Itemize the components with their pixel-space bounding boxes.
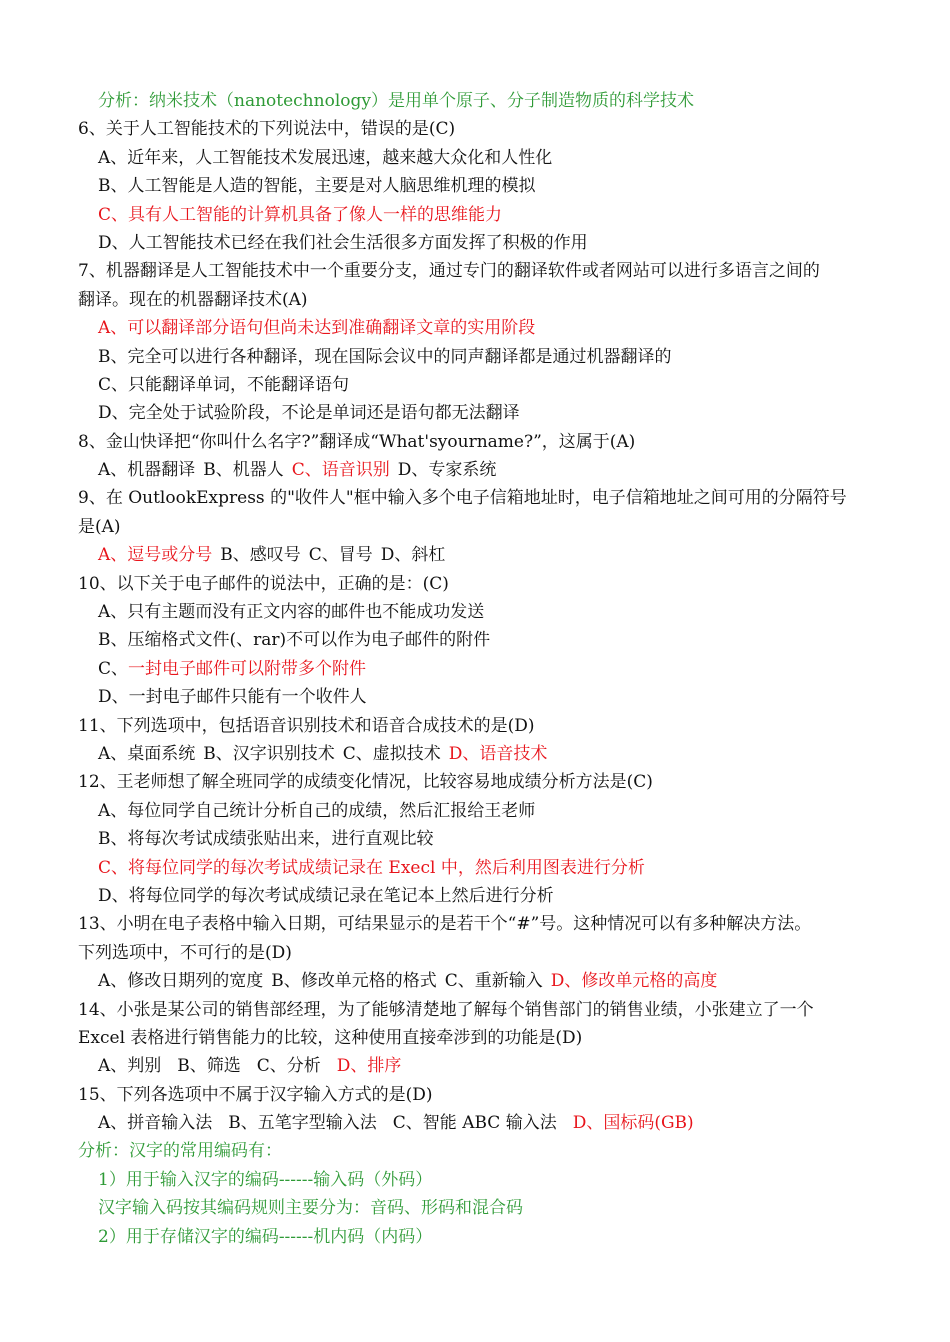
option-13d-answer: D、修改单元格的高度 bbox=[550, 971, 718, 992]
option-9b: B、感叹号 bbox=[220, 545, 301, 566]
option-15d-answer: D、国标码(GB) bbox=[572, 1113, 694, 1134]
option-8a-answer: A、机器翻译 bbox=[98, 460, 196, 481]
question-10: 10、以下关于电子邮件的说法中，正确的是：(C) bbox=[78, 573, 449, 594]
options-14 bbox=[78, 1052, 878, 1080]
option-6d: D、人工智能技术已经在我们社会生活很多方面发挥了积极的作用 bbox=[98, 232, 588, 253]
question-13-line1: 13、小明在电子表格中输入日期，可结果显示的是若干个“#”号。这种情况可以有多种解决方法。 bbox=[78, 914, 812, 935]
options-9 bbox=[78, 541, 878, 569]
analysis-q15-item1: 1）用于输入汉字的编码------输入码（外码） bbox=[98, 1169, 433, 1190]
analysis-q15-title: 分析：汉字的常用编码有： bbox=[78, 1141, 282, 1162]
option-8b: B、机器人 bbox=[203, 460, 284, 481]
option-9a-answer: A、逗号或分号 bbox=[98, 545, 213, 566]
option-6a: A、近年来，人工智能技术发展迅速，越来越大众化和人性化 bbox=[98, 147, 553, 168]
question-6: 6、关于人工智能技术的下列说法中，错误的是(C) bbox=[78, 119, 456, 140]
option-7d: D、完全处于试验阶段，不论是单词还是语句都无法翻译 bbox=[98, 403, 520, 424]
option-12b: B、将每次考试成绩张贴出来，进行直观比较 bbox=[98, 829, 434, 850]
option-14c: C、分析 bbox=[256, 1056, 321, 1077]
question-list bbox=[78, 87, 878, 1251]
option-11d-answer: D、语音技术 bbox=[448, 743, 548, 764]
option-11c: C、虚拟技术 bbox=[342, 743, 441, 764]
option-15b: B、五笔字型输入法 bbox=[228, 1113, 377, 1134]
question-7-line2: 翻译。现在的机器翻译技术(A) bbox=[78, 289, 308, 310]
option-14a: A、判别 bbox=[98, 1056, 162, 1077]
option-11b: B、汉字识别技术 bbox=[203, 743, 335, 764]
options-8 bbox=[78, 456, 878, 484]
analysis-q15-note: 汉字输入码按其编码规则主要分为：音码、形码和混合码 bbox=[98, 1198, 523, 1219]
option-10a: A、只有主题而没有正文内容的邮件也不能成功发送 bbox=[98, 602, 485, 623]
option-12d: D、将每位同学的每次考试成绩记录在笔记本上然后进行分析 bbox=[98, 885, 554, 906]
option-10c bbox=[78, 655, 878, 683]
question-14-line2: Excel 表格进行销售能力的比较，这种使用直接牵涉到的功能是(D) bbox=[78, 1027, 583, 1048]
option-10d: D、一封电子邮件只能有一个收件人 bbox=[98, 687, 367, 708]
option-9d: D、斜杠 bbox=[380, 545, 446, 566]
option-10c-prefix: C、 bbox=[98, 658, 129, 679]
option-8d: D、专家系统 bbox=[397, 460, 497, 481]
option-9c: C、冒号 bbox=[308, 545, 373, 566]
option-10b: B、压缩格式文件(、rar)不可以作为电子邮件的附件 bbox=[98, 630, 491, 651]
option-14d-answer: D、排序 bbox=[336, 1056, 402, 1077]
question-15: 15、下列各选项中不属于汉字输入方式的是(D) bbox=[78, 1084, 433, 1105]
option-15a: A、拼音输入法 bbox=[98, 1113, 213, 1134]
question-9-line2: 是(A) bbox=[78, 516, 121, 537]
option-11a: A、桌面系统 bbox=[98, 743, 196, 764]
question-11: 11、下列选项中，包括语音识别技术和语音合成技术的是(D) bbox=[78, 715, 535, 736]
options-13 bbox=[78, 967, 878, 995]
option-6c-answer: C、具有人工智能的计算机具备了像人一样的思维能力 bbox=[98, 204, 503, 225]
question-8: 8、金山快译把“你叫什么名字?”翻译成“What'syourname?”，这属于(A) bbox=[78, 431, 636, 452]
option-6b: B、人工智能是人造的智能，主要是对人脑思维机理的模拟 bbox=[98, 176, 536, 197]
question-13-line2: 下列选项中，不可行的是(D) bbox=[78, 942, 292, 963]
option-7c: C、只能翻译单词，不能翻译语句 bbox=[98, 374, 350, 395]
analysis-q15-item2: 2）用于存储汉字的编码------机内码（内码） bbox=[98, 1226, 433, 1247]
options-11 bbox=[78, 740, 878, 768]
option-8c: C、语音识别 bbox=[291, 460, 390, 481]
analysis-q5: 分析：纳米技术（nanotechnology）是用单个原子、分子制造物质的科学技术 bbox=[98, 91, 694, 111]
question-12: 12、王老师想了解全班同学的成绩变化情况，比较容易地成绩分析方法是(C) bbox=[78, 772, 653, 793]
option-13c: C、重新输入 bbox=[444, 971, 543, 992]
options-15 bbox=[78, 1109, 878, 1137]
option-7a-answer: A、可以翻译部分语句但尚未达到准确翻译文章的实用阶段 bbox=[98, 318, 536, 339]
option-14b: B、筛选 bbox=[177, 1056, 241, 1077]
option-15c: C、智能 ABC 输入法 bbox=[392, 1113, 557, 1134]
option-13b: B、修改单元格的格式 bbox=[271, 971, 437, 992]
option-12c-answer: C、将每位同学的每次考试成绩记录在 Execl 中，然后利用图表进行分析 bbox=[98, 857, 645, 878]
option-7b: B、完全可以进行各种翻译，现在国际会议中的同声翻译都是通过机器翻译的 bbox=[98, 346, 672, 367]
option-13a: A、修改日期列的宽度 bbox=[98, 971, 264, 992]
option-10c-answer: 一封电子邮件可以附带多个附件 bbox=[128, 658, 367, 679]
option-12a: A、每位同学自己统计分析自己的成绩，然后汇报给王老师 bbox=[98, 800, 536, 821]
question-9-line1: 9、在 OutlookExpress 的"收件人"框中输入多个电子信箱地址时，电子信箱地址之间可用的分隔符号 bbox=[78, 488, 847, 509]
question-14-line1: 14、小张是某公司的销售部经理，为了能够清楚地了解每个销售部门的销售业绩，小张建立了一个 bbox=[78, 999, 814, 1020]
question-7-line1: 7、机器翻译是人工智能技术中一个重要分支，通过专门的翻译软件或者网站可以进行多语言之间的 bbox=[78, 261, 820, 282]
